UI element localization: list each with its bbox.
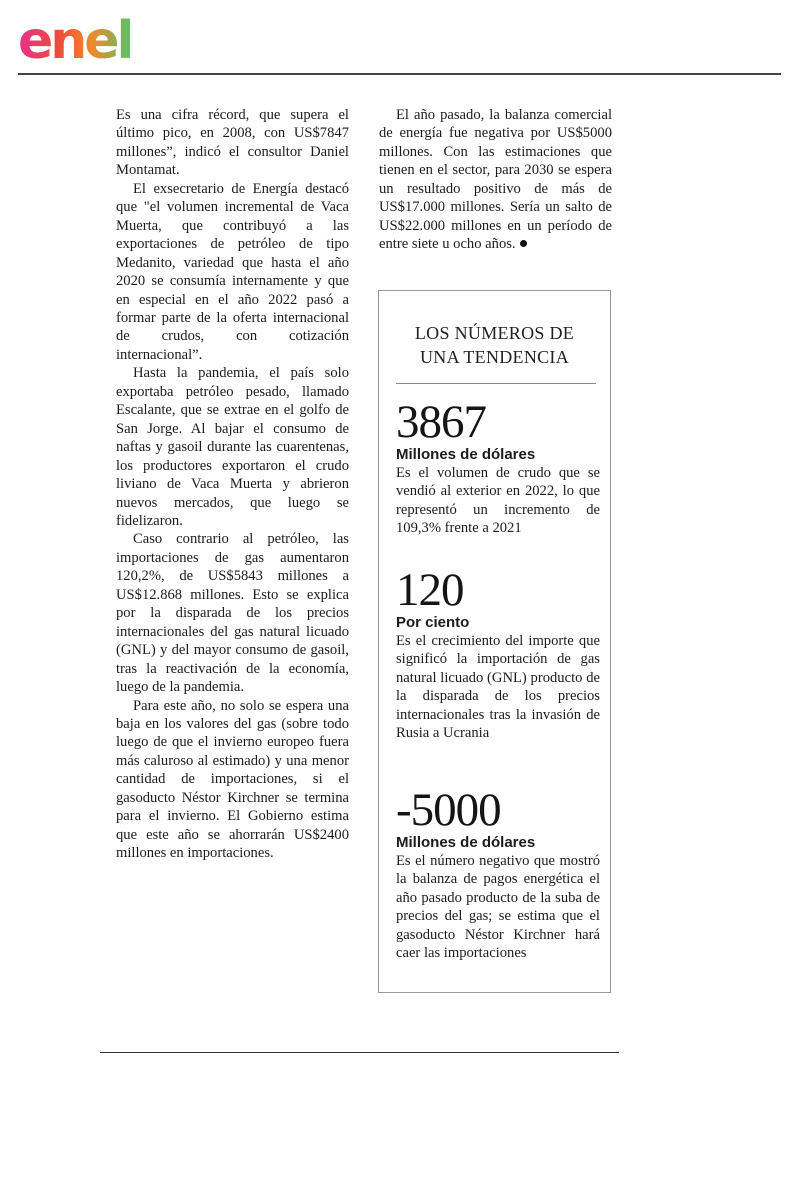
stat-number: 120 <box>396 564 464 616</box>
stat-unit: Millones de dólares <box>396 834 536 851</box>
stat-block <box>396 396 600 538</box>
stat-block <box>396 564 600 742</box>
stat-description: Es el número negativo que mostró la balanza de pagos energética el año pasado producto de la suba de precios del gas; se estima que el gasoducto Néstor Kirchner hará caer las importaciones <box>396 853 600 962</box>
stat-block <box>396 784 600 962</box>
article-column-right <box>379 106 612 254</box>
article-paragraph-text: El año pasado, la balanza comercial de energía fue negativa por US$5000 millones. Con las estimaciones que tienen en el sector, para 2030 se espera un resultado positivo de más de US$17.000 millones. Sería un salto de US$22.000 millones en un período de entre siete u ocho años. <box>379 107 612 253</box>
sidebar-title-line: UNA TENDENCIA <box>419 347 570 367</box>
article-paragraph: Para este año, no solo se espera una baja en los valores del gas (sobre todo luego de que el invierno europeo fuera más caluroso al estimado) y una menor cantidad de importaciones, si el gasoducto Néstor Kirchner se termina para el invierno. El Gobierno estima que este año se ahorrarán US$2400 millones en importaciones. <box>116 697 349 862</box>
stat-unit: Millones de dólares <box>396 446 536 463</box>
sidebar-box <box>378 290 611 993</box>
article-paragraph: Hasta la pandemia, el país solo exportaba petróleo pesado, llamado Escalante, que se extrae en el golfo de San Jorge. Al bajar el consumo de naftas y gasoil durante las cuarentenas, los productores exportaron el crudo liviano de Vaca Muerta y abrieron nuevos mercados, que luego se fidelizaron. <box>116 365 349 529</box>
article-paragraph-closing <box>379 106 612 254</box>
article-paragraph: Es una cifra récord, que supera el último pico, en 2008, con US$7847 millones”, indicó el consultor Daniel Montamat. <box>116 107 349 179</box>
stat-description: Es el crecimiento del importe que significó la importación de gas natural licuado (GNL) producto de la disparada de los precios internacionales tras la invasión de Rusia a Ucrania <box>396 633 600 742</box>
article-column-left <box>116 106 349 863</box>
enel-logo <box>16 14 176 70</box>
article-paragraph: Caso contrario al petróleo, las importaciones de gas aumentaron 120,2%, de US$5843 millones a US$12.868 millones. Esto se explica por la disparada de los precios internacionales del gas natural licuado (GNL) y del mayor consumo de gasoil, tras la reactivación de la economía, luego de la pandemia. <box>116 531 349 696</box>
sidebar-title <box>379 321 610 369</box>
stat-unit: Por ciento <box>396 614 470 631</box>
svg-text:enel: enel <box>18 14 132 70</box>
article-paragraph: El exsecretario de Energía destacó que "el volumen incremental de Vaca Muerta, que contribuyó a las exportaciones de petróleo de tipo Medanito, variedad que hasta el año 2020 se consumía internamente y que en especial en el año 2022 pasó a formar parte de la oferta internacional de crudos, con cotización internacional”. <box>116 180 349 363</box>
end-of-article-dot-icon <box>520 240 527 247</box>
stat-number: -5000 <box>396 784 501 836</box>
header-divider <box>18 73 781 75</box>
sidebar-title-line: LOS NÚMEROS DE <box>414 323 575 343</box>
footer-divider <box>100 1052 619 1053</box>
stat-description: Es el volumen de crudo que se vendió al exterior en 2022, lo que representó un incremento de 109,3% frente a 2021 <box>396 465 600 537</box>
sidebar-divider <box>396 383 596 384</box>
stat-number: 3867 <box>396 396 486 448</box>
